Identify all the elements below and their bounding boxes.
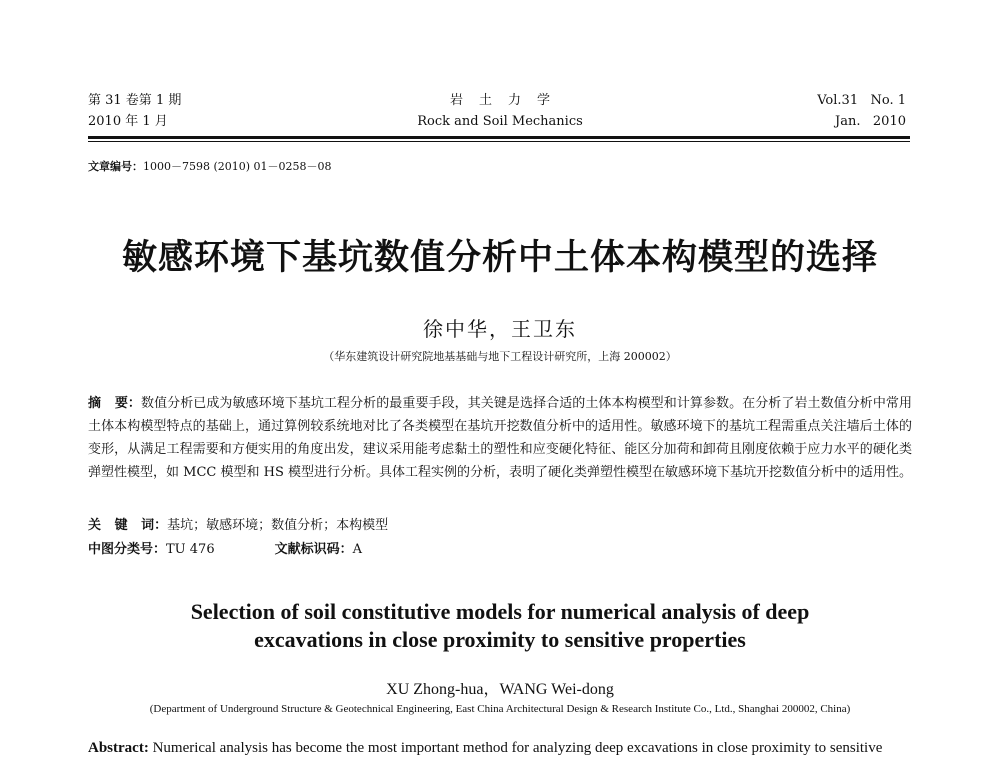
- abstract-en: [88, 740, 918, 757]
- title-en: [0, 598, 1000, 654]
- volume-issue-cn: 第 31 卷第 1 期: [88, 93, 182, 108]
- title-en-line2: excavations in close proximity to sensitive properties: [254, 627, 746, 652]
- abstract-cn-label: 摘 要：: [88, 396, 141, 411]
- affiliation-en: (Department of Underground Structure & Geotechnical Engineering, East China Architectural Design & Research Institute Co., Ltd., Shanghai 200002, China): [149, 703, 851, 715]
- abstract-cn-text: 数值分析已成为敏感环境下基坑工程分析的最重要手段，其关键是选择合适的土体本构模型和计算参数。在分析了岩土数值分析中常用土体本构模型特点的基础上，通过算例较系统地对比了各类模型在基坑开挖数值分析中的适用性。敏感环境下的基坑工程需重点关注墙后土体的变形，从满足工程需要和方便实用的角度出发，建议采用能考虑黏土的塑性和应变硬化特征、能区分加荷和卸荷且刚度依赖于应力水平的硬化类弹塑性模型，如 MCC 模型和 HS 模型进行分析。具体工程实例的分析，表明了硬化类弹塑性模型在敏感环境下基坑开挖数值分析中的适用性。: [88, 396, 912, 480]
- doc-code-label: 文献标识码：: [274, 542, 353, 557]
- date-en: Jan. 2010: [835, 114, 906, 129]
- article-number-value: 1000－7598 (2010) 01－0258－08: [143, 160, 332, 173]
- article-number: [88, 158, 332, 174]
- journal-name-en: Rock and Soil Mechanics: [417, 114, 583, 129]
- article-number-label: 文章编号：: [88, 160, 143, 173]
- title-cn: 敏感环境下基坑数值分析中土体本构模型的选择: [121, 238, 878, 278]
- title-en-line1: Selection of soil constitutive models for numerical analysis of deep: [190, 599, 810, 624]
- header-rule-thin: [88, 141, 910, 142]
- keywords-label: 关 键 词：: [88, 518, 168, 533]
- clc-value: TU 476: [166, 542, 215, 557]
- keywords-text: 基坑；敏感环境；数值分析；本构模型: [167, 518, 389, 533]
- keywords-cn: [88, 514, 388, 533]
- affiliation-cn: （华东建筑设计研究院地基基础与地下工程设计研究所，上海 200002）: [323, 350, 677, 363]
- header-left: [88, 90, 181, 132]
- header-center: [350, 90, 650, 132]
- doc-code-value: A: [352, 542, 362, 557]
- authors-en: XU Zhong-hua，WANG Wei-dong: [386, 681, 614, 698]
- volume-issue-en: Vol.31 No. 1: [817, 93, 906, 108]
- header-rule-thick: [88, 136, 910, 139]
- abstract-cn: [88, 392, 912, 484]
- header-right: [817, 90, 906, 132]
- authors-cn: 徐中华，王卫东: [423, 317, 577, 341]
- date-cn: 2010 年 1 月: [88, 114, 168, 129]
- abstract-en-label: Abstract:: [88, 740, 149, 756]
- classification: [88, 538, 362, 557]
- abstract-en-text: Numerical analysis has become the most important method for analyzing deep excavations in close proximity to sensitive: [152, 740, 883, 756]
- journal-name-cn: 岩土力学: [449, 93, 566, 108]
- clc-label: 中图分类号：: [88, 542, 167, 557]
